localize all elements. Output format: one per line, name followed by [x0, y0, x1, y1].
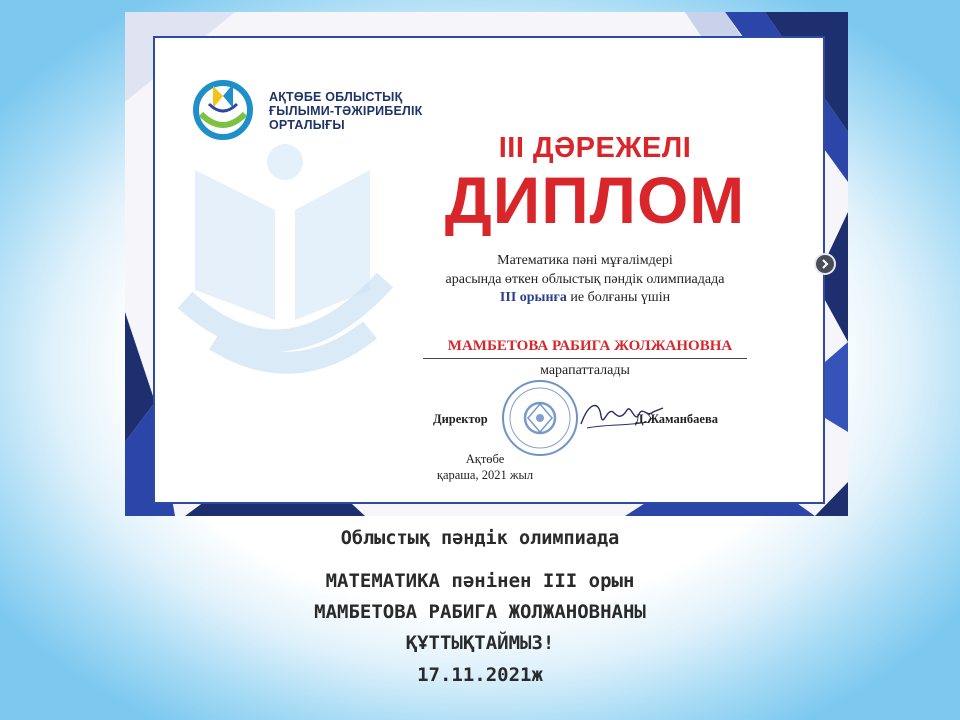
- place-label: III орынға: [499, 290, 567, 305]
- state-emblem-seal-icon: [500, 378, 580, 458]
- name-underline: [423, 358, 747, 359]
- recipient-name: МАМБЕТОВА РАБИГА ЖОЛЖАНОВНА: [447, 338, 733, 354]
- caption-title: Облыстық пәндік олимпиада: [340, 528, 620, 549]
- award-reason: [365, 252, 805, 308]
- director-name: Д.Жаманбаева: [635, 412, 718, 426]
- chevron-right-icon: [819, 258, 831, 270]
- org-name-line: ОРТАЛЫҒЫ: [269, 118, 345, 132]
- next-slide-button[interactable]: [814, 253, 836, 275]
- org-name-line: ҒЫЛЫМИ-ТӘЖІРИБЕЛІК: [269, 104, 423, 118]
- org-name-line: АҚТӨБЕ ОБЛЫСТЫҚ: [269, 90, 403, 104]
- issue-date: қараша, 2021 жыл: [436, 468, 534, 482]
- reason-line: Математика пәні мұғалімдері: [497, 253, 673, 268]
- caption-date: 17.11.2021ж: [417, 664, 543, 686]
- institution-logo-icon: [191, 74, 255, 140]
- director-title: Директор: [433, 412, 488, 426]
- organization-name: [269, 90, 509, 132]
- diploma-title: ДИПЛОМ: [444, 163, 746, 237]
- diploma-degree: III ДӘРЕЖЕЛІ: [498, 132, 692, 164]
- awarded-label: марапатталады: [540, 363, 630, 378]
- reason-line: [365, 289, 805, 308]
- caption-line: МАТЕМАТИКА пәнінен III орын: [325, 570, 635, 592]
- diploma-photo: [125, 12, 848, 516]
- issue-city: Ақтөбе: [465, 452, 505, 466]
- caption-line: ҚҰТТЫҚТАЙМЫЗ!: [405, 632, 555, 654]
- reason-tail: ие болғаны үшін: [566, 290, 671, 305]
- reason-line: арасында өткен облыстық пәндік олимпиадада: [445, 271, 725, 287]
- caption-line: МАМБЕТОВА РАБИГА ЖОЛЖАНОВНАНЫ: [314, 601, 646, 623]
